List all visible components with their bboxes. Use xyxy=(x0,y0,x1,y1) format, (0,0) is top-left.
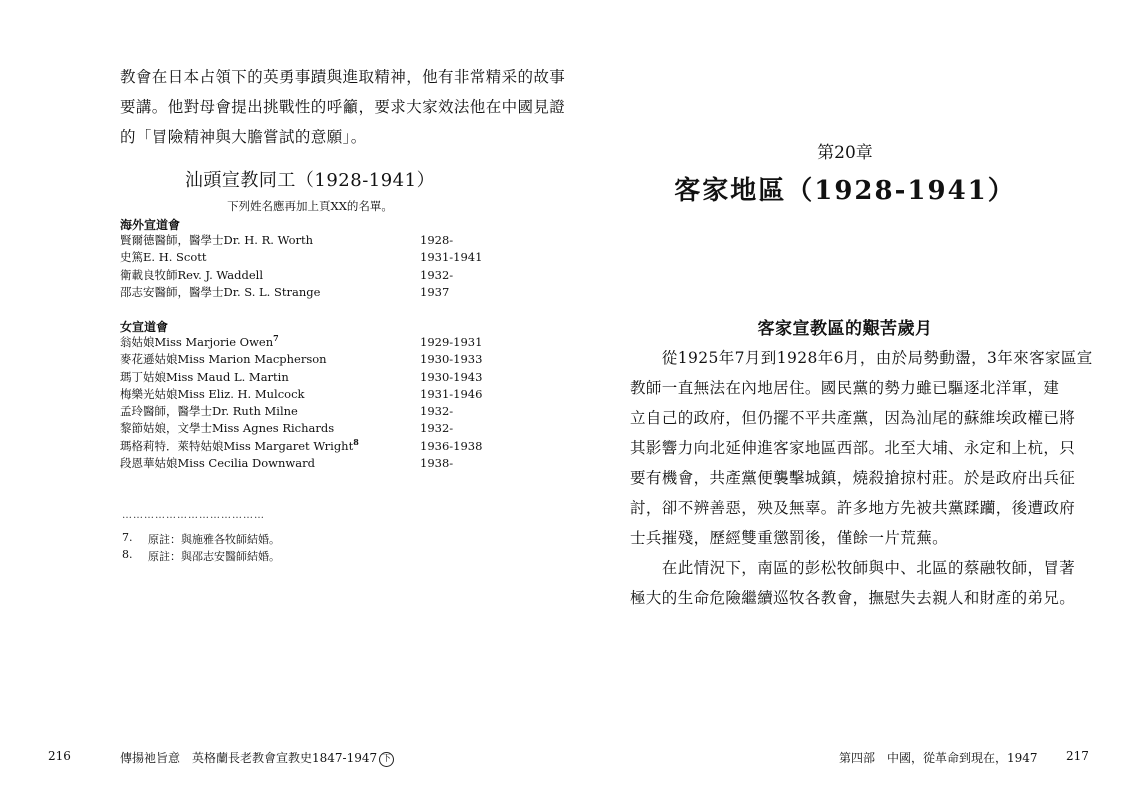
staff-years: 1930-1933 xyxy=(420,352,483,367)
footnote-number: 7. xyxy=(122,531,133,544)
staff-row xyxy=(120,284,500,301)
staff-row xyxy=(120,267,500,284)
page-number-left: 216 xyxy=(48,749,71,763)
womens-staff-list xyxy=(120,334,500,472)
page-number-right: 217 xyxy=(1066,749,1089,763)
staff-name: 黎節姑娘，文學士Miss Agnes Richards xyxy=(120,421,335,436)
staff-row xyxy=(120,369,500,386)
staff-row xyxy=(120,455,500,472)
staff-years: 1932- xyxy=(420,421,454,436)
staff-name: 賢爾德醫師，醫學士Dr. H. R. Worth xyxy=(120,233,314,247)
chapter-number: 第20章 xyxy=(817,143,873,163)
chapter-title: 客家地區（1928-1941） xyxy=(674,176,1016,206)
intro-paragraph xyxy=(120,62,566,152)
section-title: 客家宣教區的艱苦歲月 xyxy=(757,319,933,339)
staff-years: 1938- xyxy=(420,456,454,471)
staff-years: 1931-1941 xyxy=(420,250,483,265)
group-heading-overseas: 海外宣道會 xyxy=(120,218,181,232)
staff-years: 1936-1938 xyxy=(420,438,483,453)
staff-name: 麥花遜姑娘Miss Marion Macpherson xyxy=(120,352,327,367)
staff-name xyxy=(120,438,359,455)
body-line: 討，卻不辨善惡，殃及無辜。許多地方先被共黨蹂躪，後遭政府 xyxy=(630,499,1076,517)
staff-name: 邵志安醫師，醫學士Dr. S. L. Strange xyxy=(120,284,321,299)
volume-mark: 下 xyxy=(379,752,394,767)
paragraph-line: 教會在日本占領下的英勇事蹟與進取精神，他有非常精采的故事 xyxy=(120,68,566,86)
staff-row xyxy=(120,249,500,266)
staff-row xyxy=(120,403,500,420)
staff-name xyxy=(120,334,279,351)
staff-list-note: 下列姓名應再加上頁XX的名單。 xyxy=(227,199,393,213)
body-line: 從1925年7月到1928年6月，由於局勢動盪，3年來客家區宣 xyxy=(630,349,1093,367)
body-line: 其影響力向北延伸進客家地區西部。北至大埔、永定和上杭，只 xyxy=(630,439,1076,457)
right-page xyxy=(563,0,1127,800)
staff-name: 衛載良牧師Rev. J. Waddell xyxy=(120,267,263,282)
body-line: 要有機會，共產黨便襲擊城鎮，燒殺搶掠村莊。於是政府出兵征 xyxy=(630,469,1076,487)
staff-name: 孟玲醫師，醫學士Dr. Ruth Milne xyxy=(120,404,298,419)
staff-name: 瑪丁姑娘Miss Maud L. Martin xyxy=(120,369,289,384)
staff-list-title: 汕頭宣教同工（1928-1941） xyxy=(184,170,436,191)
group-heading-womens: 女宣道會 xyxy=(120,320,169,334)
overseas-staff-list xyxy=(120,232,500,301)
staff-name-text: 瑪格莉特．萊特姑娘Miss Margaret Wright xyxy=(120,438,354,453)
staff-row xyxy=(120,438,500,455)
staff-row xyxy=(120,420,500,437)
body-line: 立自己的政府，但仍擺不平共產黨，因為汕尾的蘇維埃政權已將 xyxy=(630,409,1076,427)
footnote-ref: 7 xyxy=(273,333,279,344)
footnote-text: 原註：與邵志安醫師結婚。 xyxy=(148,550,280,563)
staff-years: 1930-1943 xyxy=(420,369,483,384)
running-header-right: 第四部 中國，從革命到現在，1947 xyxy=(839,751,1038,765)
staff-name: 史篤E. H. Scott xyxy=(120,250,207,265)
staff-row xyxy=(120,386,500,403)
chapter-body xyxy=(630,343,1093,613)
staff-row xyxy=(120,351,500,368)
body-line: 士兵摧殘，歷經雙重懲罰後，僅餘一片荒蕪。 xyxy=(630,529,949,547)
staff-years: 1928- xyxy=(420,233,454,247)
body-line: 在此情況下，南區的彭松牧師與中、北區的蔡融牧師，冒著 xyxy=(630,559,1076,577)
running-header-left xyxy=(120,749,394,767)
staff-name: 段恩華姑娘Miss Cecilia Downward xyxy=(120,456,315,471)
staff-name-text: 翁姑娘Miss Marjorie Owen xyxy=(120,335,274,349)
staff-name: 梅樂光姑娘Miss Eliz. H. Mulcock xyxy=(120,386,305,401)
staff-years: 1932- xyxy=(420,404,454,419)
staff-years: 1932- xyxy=(420,267,454,282)
staff-years: 1931-1946 xyxy=(420,386,483,401)
footnote-text: 原註：與施雅各牧師結婚。 xyxy=(148,533,280,546)
footnote-number: 8. xyxy=(122,548,133,561)
paragraph-line: 的「冒險精神與大膽嘗試的意願」。 xyxy=(120,128,367,146)
footnote-ref: 8 xyxy=(353,436,359,447)
staff-row xyxy=(120,334,500,351)
body-line: 教師一直無法在內地居住。國民黨的勢力雖已驅逐北洋軍，建 xyxy=(630,379,1060,397)
staff-row xyxy=(120,232,500,249)
staff-years: 1937 xyxy=(420,284,450,299)
book-title: 傳揚祂旨意 英格蘭長老教會宣教史1847-1947 xyxy=(120,751,378,765)
footnote-divider: ………………………………… xyxy=(122,510,265,521)
staff-years: 1929-1931 xyxy=(420,335,483,349)
paragraph-line: 要講。他對母會提出挑戰性的呼籲，要求大家效法他在中國見證 xyxy=(120,98,566,116)
body-line: 極大的生命危險繼續巡牧各教會，撫慰失去親人和財產的弟兄。 xyxy=(630,589,1076,607)
